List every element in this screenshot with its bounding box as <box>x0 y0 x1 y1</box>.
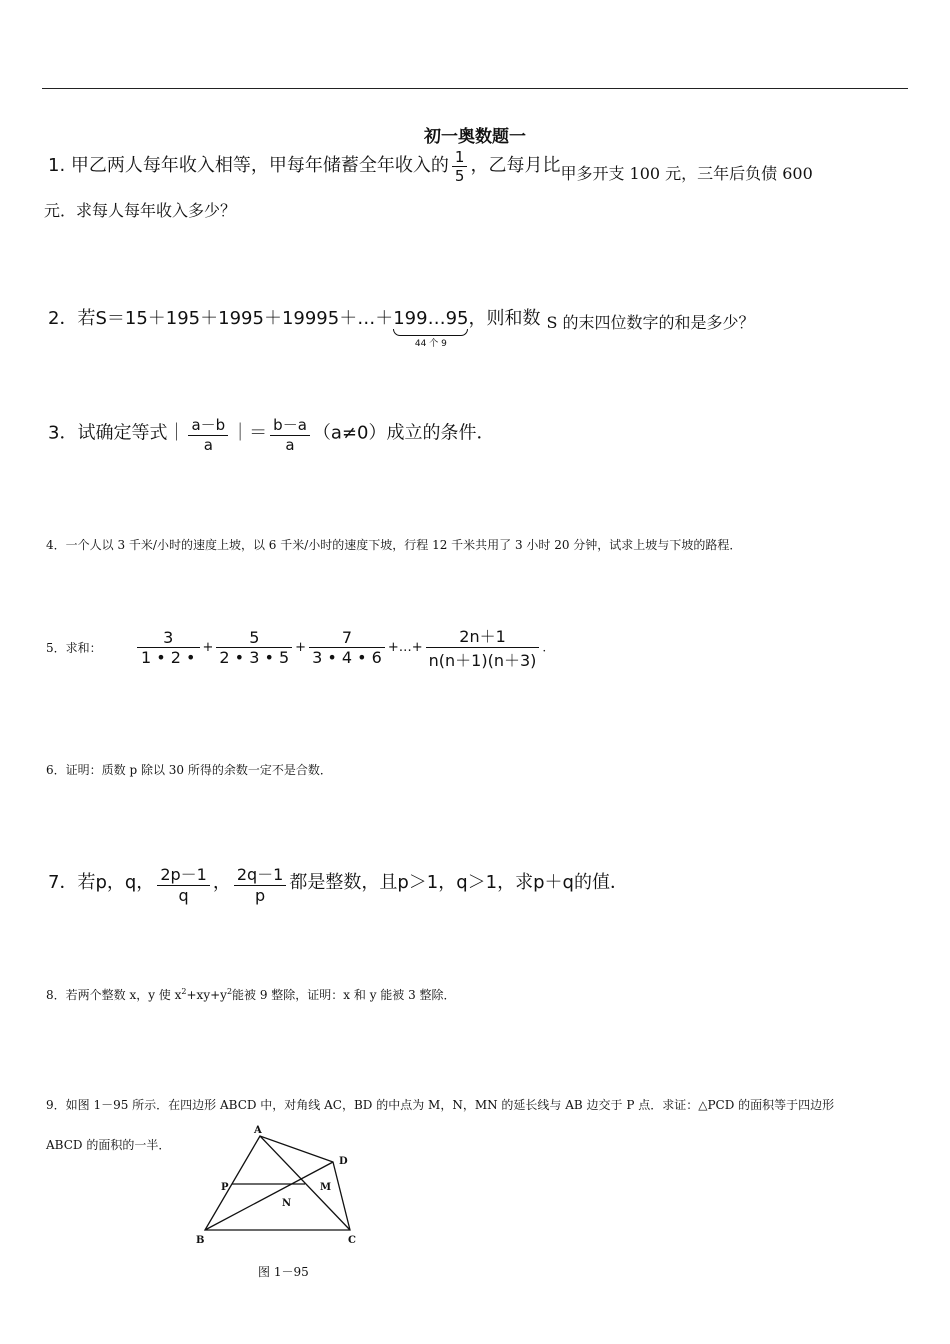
q7-lead: 7．若p，q， <box>48 872 155 893</box>
q1-line2: 元．求每人每年收入多少？ <box>44 201 237 220</box>
q5-plus-1: + <box>202 640 214 655</box>
q3-f2-num: b－a <box>273 416 307 434</box>
question-8 <box>46 986 456 1003</box>
q7-fraction-1 <box>157 862 210 905</box>
diagonal-ac <box>260 1136 350 1230</box>
q2-lead: 2．若S＝15＋195＋1995＋19995＋…＋ <box>48 308 394 329</box>
q2-brace-label: 44 个 9 <box>414 339 447 349</box>
q8-sup-1: 2 <box>181 987 187 996</box>
q2-mid: ，则和数 <box>468 308 541 329</box>
label-b: B <box>196 1235 205 1246</box>
q7-sep: ， <box>212 872 231 893</box>
figure-caption: 图 1－95 <box>258 1265 309 1279</box>
q7-f1-num: 2p－1 <box>160 865 207 884</box>
label-a: A <box>254 1125 262 1136</box>
q5-f2-num: 5 <box>249 628 260 647</box>
q3-tail: （a≠0）成立的条件． <box>312 422 495 444</box>
label-n: N <box>282 1198 292 1209</box>
q7-tail: 都是整数，且p＞1，q＞1，求p＋q的值． <box>289 872 628 893</box>
q5-f1-num: 3 <box>163 628 174 647</box>
figure-1-95 <box>190 1124 370 1284</box>
q5-fraction-2 <box>216 628 292 667</box>
q1-frac-num: 1 <box>454 148 465 166</box>
q8-tail: 能被 9 整除，证明：x 和 y 能被 3 整除． <box>232 988 456 1002</box>
q5-lead: 5．求和： <box>46 641 102 655</box>
q5-f4-num: 2n＋1 <box>459 627 506 646</box>
q3-f1-den: a <box>188 435 228 454</box>
header-rule <box>42 88 908 89</box>
q5-f3-num: 7 <box>341 628 353 647</box>
label-c: C <box>348 1235 356 1246</box>
q1-lead: 1. 甲乙两人每年收入相等，甲每年储蓄全年收入的 <box>48 155 449 176</box>
q1-fraction <box>452 148 468 185</box>
q5-fraction-3 <box>309 628 385 667</box>
q5-f3-den: 3 • 4 • 6 <box>309 647 385 667</box>
page-title: 初一奥数题一 <box>424 127 526 147</box>
q2-tail: S 的末四位数字的和是多少？ <box>546 313 755 332</box>
question-2 <box>48 304 755 349</box>
q5-plus-2: + <box>295 640 307 655</box>
q3-f2-den: a <box>270 435 310 454</box>
label-d: D <box>339 1156 348 1167</box>
q3-f1-num: a－b <box>191 416 226 434</box>
q8-lead: 8．若两个整数 x，y 使 x <box>46 988 182 1002</box>
label-p: P <box>221 1182 229 1193</box>
q7-f1-den: q <box>157 885 210 905</box>
label-m: M <box>320 1182 332 1193</box>
q2-underbrace <box>393 308 469 349</box>
question-4: 4．一个人以 3 千米/小时的速度上坡，以 6 千米/小时的速度下坡，行程 12 千米共用了 3 小时 20 分钟，试求上坡与下坡的路程． <box>46 538 742 552</box>
q3-lead: 3．试确定等式｜ <box>48 422 186 444</box>
q7-f2-num: 2q－1 <box>236 865 284 884</box>
q1-frac-den: 5 <box>452 166 468 185</box>
question-5 <box>46 624 546 671</box>
q8-sup-2: 2 <box>226 987 233 996</box>
q7-f2-den: p <box>234 885 287 905</box>
q5-fraction-1 <box>137 628 200 667</box>
q3-fraction-1 <box>188 414 228 454</box>
q5-dots: +…+ <box>387 640 423 655</box>
question-1 <box>48 148 813 185</box>
q5-f2-den: 2 • 3 • 5 <box>216 647 292 667</box>
q5-f1-den: 1 • 2 • <box>137 647 200 667</box>
q5-end: . <box>542 640 547 655</box>
q5-f4-den: n(n＋1)(n＋3) <box>426 647 540 671</box>
question-7 <box>48 862 628 905</box>
q7-fraction-2 <box>234 862 287 905</box>
q2-brace-shape <box>393 329 468 336</box>
question-3 <box>48 414 494 454</box>
q2-brace-text: 199…95 <box>393 308 469 329</box>
q9-line1: 9．如图 1－95 所示．在四边形 ABCD 中，对角线 AC，BD 的中点为 M，N，MN 的延长线与 AB 边交于 P 点．求证：△PCD 的面积等于四边形 <box>46 1098 835 1112</box>
q9-line2: ABCD 的面积的一半． <box>46 1138 171 1152</box>
q5-fraction-4 <box>426 624 540 671</box>
q3-fraction-2 <box>270 414 310 454</box>
q1-tail: 甲多开支 100 元，三年后负债 600 <box>560 164 813 183</box>
q1-mid: ，乙每月比 <box>470 155 561 176</box>
q8-mid: +xy+y <box>186 988 227 1002</box>
question-6: 6．证明：质数 p 除以 30 所得的余数一定不是合数． <box>46 763 332 777</box>
q3-mid: ｜＝ <box>231 422 268 444</box>
